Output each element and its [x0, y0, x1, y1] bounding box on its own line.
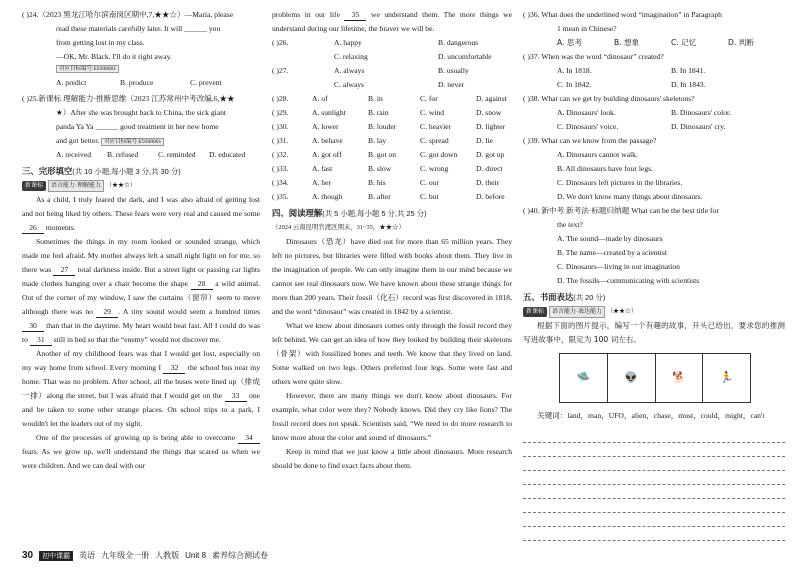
choice-option: C. for	[420, 94, 438, 103]
choice-label: ( )29.	[272, 108, 289, 117]
blank-32[interactable]: 32	[163, 362, 185, 374]
q27-opt-b: B. usually	[438, 66, 469, 75]
q24-line2: read these materials carefully later. It will ______ you	[56, 24, 221, 33]
q24-opt-b: B. produce	[120, 78, 154, 87]
q26-opt-c: C. relaxing	[334, 52, 368, 61]
q40-opt-a: A. The sound—made by dinosaurs	[557, 234, 663, 243]
reading-paragraph-2: What we know about dinosaurs comes only through the fossil record they left behind. We can get an idea of how they looked by building their skeletons（骨架）with fossilized bones and teeth. We know that they lived on land. Some walked on two legs. Others preferred four legs. Some were fast and others were quite slow.	[272, 321, 512, 386]
book-name: 初中课霸	[39, 551, 73, 561]
grade: 九年级全一册	[101, 551, 150, 560]
choice-option: A. her	[312, 178, 331, 187]
choice-label: ( )35.	[272, 192, 289, 201]
subject: 英语	[79, 551, 96, 560]
q39-opt-c: C. Dinosaurs left pictures in the libraries.	[557, 178, 683, 187]
blank-30[interactable]: 30	[22, 320, 44, 332]
blank-31[interactable]: 31	[30, 334, 52, 346]
q24-line1: ( )24.（2023 黑龙江哈尔滨南岗区期中,7,★★☆）—Maria, please	[22, 10, 234, 19]
blank-35[interactable]: 35	[344, 9, 366, 21]
q39-opt-b: B. All dinosaurs have four legs.	[557, 164, 653, 173]
q40-line2: the text?	[557, 220, 583, 229]
choice-option: A. of	[312, 94, 328, 103]
writing-prompt: 根据下面的图片提示，编写一个有趣的故事，开头已给出，要求您的推测写进故事中，限定为 100 词左右。	[523, 321, 785, 344]
q24-opt-c: C. prevent	[190, 78, 222, 87]
q37-opt-c: C. In 1842.	[557, 80, 592, 89]
choice-option: C. got down	[420, 150, 458, 159]
choice-option: B. lay	[368, 136, 387, 145]
choice-option: B. slow	[368, 164, 392, 173]
q25-tag: 对应目标编号:E9308001	[101, 138, 164, 146]
reading-paragraph-1: Dinosaurs（恐龙）have died out for more than 65 million years. They left no pictures, but libraries were filled with books about them. They live in the imagination of people. We can only imagine them in our mind because we cannot see real dinosaurs now. We have known about these strange things for more than 200 years. Their fossil（化石）record was first discovered in 1818, and the word “dinosaur” was created in 1842 by a scientist.	[272, 237, 512, 316]
cloze-paragraph-4: One of the processes of growing up is being able to overcome 34 fears. As we grow up, we'll understand the things that scared us when we were children. And we can deal with our	[22, 433, 260, 470]
q37-opt-a: A. In 1818.	[557, 66, 592, 75]
choice-label: ( )34.	[272, 178, 289, 187]
reading-paragraph-4: Keep in mind that we just know a little about dinosaurs. More research should be done to find exact facts about them.	[272, 447, 512, 470]
q37-options-row1	[523, 64, 785, 78]
q36-options	[523, 36, 785, 50]
q27-opt-d: D. never	[438, 80, 465, 89]
q40-opt-d: D. The fossils—communicating with scientists	[557, 276, 700, 285]
q38-options-row2	[523, 120, 785, 134]
q25-line1: ( )25.新课标 理解能力·推断思维（2023 江苏常州中考改编,6,★★	[22, 94, 235, 103]
q40-line1: ( )40. 新中考 新考法·标题归纳题 What can be the best title for	[523, 206, 719, 215]
blank-26[interactable]: 26	[22, 222, 44, 234]
choice-label: ( )31.	[272, 136, 289, 145]
choice-option: A. though	[312, 192, 343, 201]
q24-options	[22, 76, 260, 90]
blank-27[interactable]: 27	[53, 264, 75, 276]
test-name: 素养综合测试卷	[212, 551, 269, 560]
q37-options-row2	[523, 78, 785, 92]
cloze-paragraph-3: Another of my childhood fears was that I would get lost, especially on my way home from school. Every morning I 32 the school bus near my home. That was no problem. After school, all the buses were lined up（排成一排）along the street, but I was afraid that I would get on the 33 one and be taken to some other strange places. On school trips to a park, I wouldn't let the leaders out of my sight.	[22, 349, 260, 428]
unit: Unit 8	[185, 551, 207, 560]
choice-option: D. got up	[476, 150, 505, 159]
choice-option: A. got off	[312, 150, 342, 159]
choice-option: C. wind	[420, 108, 445, 117]
page-number: 30	[22, 550, 34, 561]
choice-option: B. after	[368, 192, 391, 201]
ufo-icon: 🛸	[560, 354, 608, 402]
q38-opt-a: A. Dinosaurs' look.	[557, 108, 616, 117]
reading-source: （2024 云南昆明官渡区期末，31~35，★★☆）	[272, 224, 405, 231]
q25-opt-c: C. reminded	[158, 150, 196, 159]
choice-label: ( )32.	[272, 150, 289, 159]
q37-line1: ( )37. When was the word “dinosaur” created?	[523, 52, 664, 61]
choice-option: D. lighter	[476, 122, 506, 131]
q25-opt-a: A. received	[56, 150, 91, 159]
choice-option: D. direct	[476, 164, 503, 173]
q38-opt-d: D. Dinosaurs' cry.	[671, 122, 726, 131]
q24-line3: from getting lost in my class.	[56, 38, 145, 47]
q36-opt-c: C. 记忆	[671, 38, 697, 47]
choice-option: D. before	[476, 192, 505, 201]
choice-option: D. their	[476, 178, 500, 187]
choice-option: C. heavier	[420, 122, 452, 131]
choice-option: B. got on	[368, 150, 397, 159]
q26-opt-d: D. uncomfortable	[438, 52, 492, 61]
choice-label: ( )28.	[272, 94, 289, 103]
choice-option: C. wrong	[420, 164, 449, 173]
q27-opt-a: A. always	[334, 66, 365, 75]
blank-34[interactable]: 34	[238, 432, 260, 444]
reading-paragraph-3: However, there are many things we don't know about dinosaurs. For example, what color were they? Nobody knows. Did they cry like lions? The fossil record does not speak. Scientists said, “We need to do more research to know more about the color and sound of dinosaurs.”	[272, 391, 512, 442]
section-5-badge: 新课标 语言能力·表达能力 （★★☆）	[523, 306, 785, 318]
choices-26-27	[272, 36, 512, 92]
choice-label: ( )33.	[272, 164, 289, 173]
q26-label: ( )26.	[272, 38, 289, 47]
q40-opt-b: B. The name—created by a scientist	[557, 248, 667, 257]
q36-opt-a: A. 思考	[557, 38, 583, 47]
q36-opt-d: D. 判断	[728, 38, 754, 47]
q27-label: ( )27.	[272, 66, 289, 75]
q39-opt-d: D. We don't know many things about dinosaurs.	[557, 192, 703, 201]
edition: 人教版	[155, 551, 180, 560]
choice-option: B. his	[368, 178, 386, 187]
choice-option: A. sunlight	[312, 108, 346, 117]
q25-opt-b: B. refused	[107, 150, 139, 159]
q24-opt-a: A. predict	[56, 78, 87, 87]
q38-opt-c: C. Dinosaurs' voice.	[557, 122, 619, 131]
keywords: 关键词：land，man，UFO，alien，chase，must，could，might，can't	[537, 411, 765, 420]
q36-opt-b: B. 想象	[614, 38, 640, 47]
q25-line2: ★）After she was brought back to China, the sick giant	[56, 108, 227, 117]
cloze-paragraph-1: As a child, I truly feared the dark, and I was also afraid of getting lost and not being liked by others. These fears were very real and caused me some 26 moments.	[22, 195, 260, 232]
q36-line2: 1 mean in Chinese?	[557, 24, 617, 33]
choice-option: B. in	[368, 94, 383, 103]
choice-option: D. against	[476, 94, 507, 103]
q36-line1: ( )36. What does the underlined word “imagination” in Paragraph	[523, 10, 722, 19]
choice-option: C. but	[420, 192, 439, 201]
running-man-icon: 🏃	[719, 372, 734, 384]
left-column	[22, 8, 260, 473]
choice-option: B. louder	[368, 122, 397, 131]
choice-option: D. snow	[476, 108, 502, 117]
q39-opt-a: A. Dinosaurs cannot walk.	[557, 150, 638, 159]
q38-opt-b: B. Dinosaurs' color.	[671, 108, 732, 117]
choice-option: C. our	[420, 178, 439, 187]
choices-28-35	[272, 92, 512, 204]
q38-line1: ( )38. What can we get by building dinosaurs' skeletons?	[523, 94, 695, 103]
q26-opt-a: A. happy	[334, 38, 362, 47]
section-3-badge: 新课标 语言能力·理解能力 （★★☆）	[22, 180, 260, 192]
section-3-title: 三、完形填空(共 10 小题,每小题 3 分,共 30 分)	[22, 166, 181, 176]
blank-33[interactable]: 33	[225, 390, 247, 402]
q24-tag: 对应目标编号:E9308001	[56, 65, 260, 74]
q25-opt-d: D. educated	[209, 150, 246, 159]
writing-lines[interactable]	[523, 429, 785, 541]
blank-28[interactable]: 28	[191, 278, 213, 290]
choice-label: ( )30.	[272, 122, 289, 131]
q24-line4: —OK, Mr. Black. I'll do it right away.	[56, 52, 172, 61]
q38-options-row1	[523, 106, 785, 120]
q25-options	[22, 148, 260, 162]
q25-line3: panda Ya Ya ______ good treatment in her new home	[56, 122, 219, 131]
q39-line1: ( )39. What can we know from the passage?	[523, 136, 657, 145]
choice-option: A. lower	[312, 122, 339, 131]
blank-29[interactable]: 29	[96, 306, 118, 318]
q40-opt-c: C. Dinosaurs—living in our imagination	[557, 262, 680, 271]
cloze-paragraph-end: problems in our life 35 we understand them. The more things we understand during our lifetime, the braver we will be.	[272, 10, 512, 33]
alien-icon: 👽	[608, 354, 656, 402]
section-4-title: 四、阅读理解(共 5 小题,每小题 5 分,共 25 分)	[272, 208, 427, 218]
q37-opt-d: D. In 1843.	[671, 80, 706, 89]
section-5-title: 五、书面表达(共 20 分)	[523, 292, 606, 302]
middle-column	[272, 8, 512, 473]
choice-option: D. lie	[476, 136, 493, 145]
picture-prompt	[559, 353, 751, 403]
choice-option: B. rain	[368, 108, 389, 117]
choice-option: C. spread	[420, 136, 449, 145]
dog-icon: 🐕	[656, 354, 704, 402]
choice-option: A. behave	[312, 136, 343, 145]
cloze-paragraph-2: Sometimes the things in my room looked or sounded strange, which made me feel afraid. My mother always left a small night light on for me, so there was 27 total darkness inside. But a street light or passing car lights made clothes hanging over a chair become the shape 28 a wild animal. Out of the corner of my window, I saw the curtains（窗帘）seem to move although there was no 29 . A tiny sound would seem a hundred times 30 than that in the daytime. My heart would beat fast. All I could do was to 31 still in bed so that the “enemy” would not discover me.	[22, 237, 260, 344]
page-footer	[22, 550, 268, 561]
q27-opt-c: C. always	[334, 80, 364, 89]
q25-line4: and got better. 对应目标编号:E9308001	[22, 134, 260, 148]
choice-option: A. fast	[312, 164, 333, 173]
q26-opt-b: B. dangerous	[438, 38, 479, 47]
right-column	[523, 8, 785, 541]
q37-opt-b: B. In 1841.	[671, 66, 706, 75]
